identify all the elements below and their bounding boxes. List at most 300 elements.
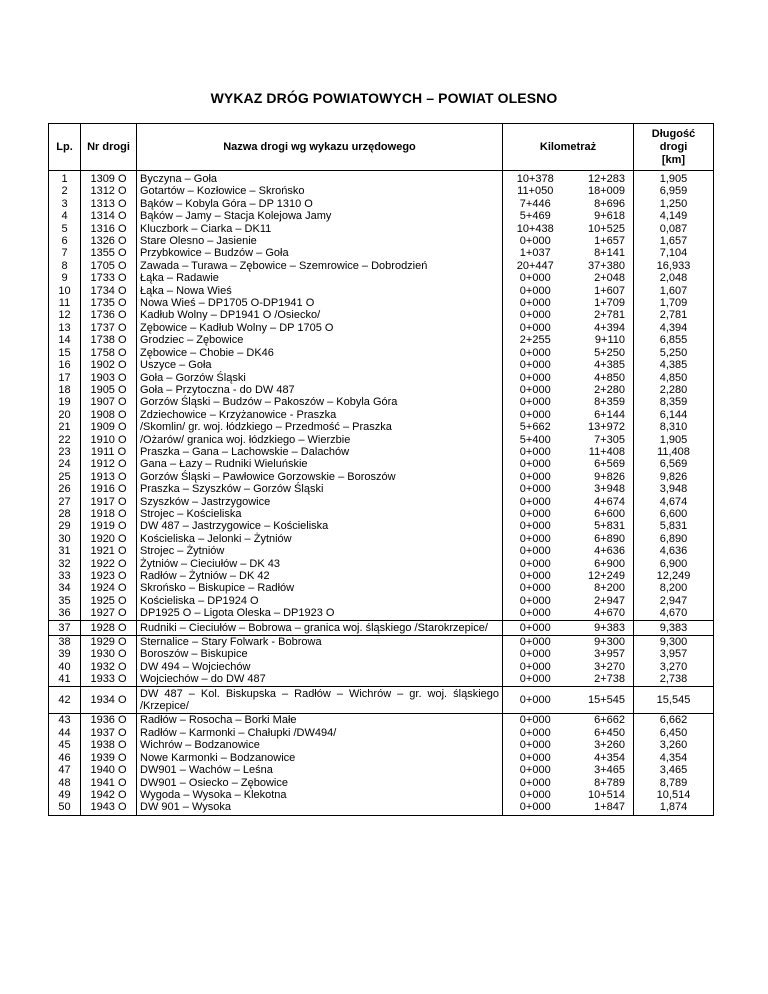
- cell-km-to: 8+789: [568, 777, 634, 789]
- cell-length: 6,900: [634, 558, 714, 570]
- cell-lp: 18: [49, 384, 81, 396]
- table-row: [49, 752, 714, 764]
- cell-road-number: 1705 O: [81, 260, 137, 272]
- cell-lp: 10: [49, 285, 81, 297]
- cell-km-to: 4+670: [568, 607, 634, 620]
- table-row: [49, 520, 714, 532]
- cell-road-name: Nowa Wieś – DP1705 O-DP1941 O: [137, 297, 503, 309]
- cell-km-from: 0+000: [503, 558, 568, 570]
- table-row: [49, 777, 714, 789]
- cell-km-from: 0+000: [503, 322, 568, 334]
- header-lp: Lp.: [49, 124, 81, 171]
- table-row: [49, 434, 714, 446]
- cell-road-name: DW 487 – Jastrzygowice – Kościeliska: [137, 520, 503, 532]
- cell-km-to: 5+831: [568, 520, 634, 532]
- cell-km-to: 8+200: [568, 582, 634, 594]
- cell-lp: 14: [49, 334, 81, 346]
- cell-km-from: 0+000: [503, 582, 568, 594]
- cell-road-name: Gana – Łazy – Rudniki Wieluńskie: [137, 458, 503, 470]
- cell-km-to: 6+600: [568, 508, 634, 520]
- cell-road-name: Uszyce – Goła: [137, 359, 503, 371]
- table-row: [49, 210, 714, 222]
- cell-lp: 21: [49, 421, 81, 433]
- cell-km-to: 6+144: [568, 409, 634, 421]
- cell-km-from: 0+000: [503, 297, 568, 309]
- cell-km-to: 8+141: [568, 247, 634, 259]
- cell-lp: 8: [49, 260, 81, 272]
- table-row: [49, 171, 714, 186]
- cell-length: 9,826: [634, 471, 714, 483]
- table-row: [49, 322, 714, 334]
- cell-length: 4,850: [634, 372, 714, 384]
- cell-road-number: 1912 O: [81, 458, 137, 470]
- cell-km-to: 9+110: [568, 334, 634, 346]
- cell-length: 4,670: [634, 607, 714, 620]
- cell-km-to: 3+260: [568, 739, 634, 751]
- cell-road-name: Goła – Gorzów Śląski: [137, 372, 503, 384]
- table-row: [49, 483, 714, 495]
- cell-road-name: Zawada – Turawa – Zębowice – Szemrowice – Dobrodzień: [137, 260, 503, 272]
- cell-lp: 25: [49, 471, 81, 483]
- cell-km-from: 0+000: [503, 359, 568, 371]
- cell-length: 6,600: [634, 508, 714, 520]
- cell-lp: 15: [49, 347, 81, 359]
- table-body: [49, 171, 714, 816]
- cell-road-number: 1923 O: [81, 570, 137, 582]
- table-row: [49, 558, 714, 570]
- cell-length: 5,250: [634, 347, 714, 359]
- cell-length: 3,260: [634, 739, 714, 751]
- cell-km-to: 6+662: [568, 714, 634, 727]
- cell-km-from: 0+000: [503, 673, 568, 686]
- cell-road-number: 1737 O: [81, 322, 137, 334]
- cell-road-name: Bąków – Kobyla Góra – DP 1310 O: [137, 198, 503, 210]
- cell-road-name: /Ożarów/ granica woj. łódzkiego – Wierzbie: [137, 434, 503, 446]
- cell-road-number: 1313 O: [81, 198, 137, 210]
- cell-km-from: 0+000: [503, 801, 568, 815]
- cell-km-from: 2+255: [503, 334, 568, 346]
- cell-lp: 31: [49, 545, 81, 557]
- cell-km-to: 3+948: [568, 483, 634, 495]
- cell-road-number: 1921 O: [81, 545, 137, 557]
- table-row: [49, 297, 714, 309]
- cell-road-name: /Skomlin/ gr. woj. łódzkiego – Przedmość – Praszka: [137, 421, 503, 433]
- cell-length: 8,310: [634, 421, 714, 433]
- cell-km-from: 0+000: [503, 545, 568, 557]
- cell-km-from: 0+000: [503, 396, 568, 408]
- cell-road-number: 1910 O: [81, 434, 137, 446]
- table-row: [49, 272, 714, 284]
- cell-km-from: 5+469: [503, 210, 568, 222]
- cell-km-to: 2+048: [568, 272, 634, 284]
- cell-km-from: 0+000: [503, 520, 568, 532]
- cell-length: 12,249: [634, 570, 714, 582]
- table-row: [49, 620, 714, 635]
- table-row: [49, 607, 714, 620]
- cell-km-to: 2+781: [568, 309, 634, 321]
- cell-km-to: 4+850: [568, 372, 634, 384]
- cell-km-from: 0+000: [503, 483, 568, 495]
- cell-lp: 2: [49, 185, 81, 197]
- cell-km-from: 0+000: [503, 595, 568, 607]
- table-row: [49, 458, 714, 470]
- cell-length: 0,087: [634, 223, 714, 235]
- cell-lp: 4: [49, 210, 81, 222]
- table-row: [49, 309, 714, 321]
- cell-road-name: Żytniów – Cieciułów – DK 43: [137, 558, 503, 570]
- cell-road-number: 1920 O: [81, 533, 137, 545]
- cell-lp: 43: [49, 714, 81, 727]
- cell-road-number: 1927 O: [81, 607, 137, 620]
- cell-lp: 29: [49, 520, 81, 532]
- cell-road-name: Sternalice – Stary Folwark - Bobrowa: [137, 636, 503, 649]
- cell-road-number: 1733 O: [81, 272, 137, 284]
- cell-km-to: 12+283: [568, 171, 634, 186]
- cell-km-from: 0+000: [503, 372, 568, 384]
- cell-road-name: Grodziec – Zębowice: [137, 334, 503, 346]
- cell-length: 2,738: [634, 673, 714, 686]
- cell-road-name: DW 487 – Kol. Biskupska – Radłów – Wichrów – gr. woj. śląskiego /Krzepice/: [137, 686, 503, 714]
- cell-length: 4,636: [634, 545, 714, 557]
- table-row: [49, 661, 714, 673]
- cell-lp: 3: [49, 198, 81, 210]
- table-row: [49, 223, 714, 235]
- cell-km-to: 1+607: [568, 285, 634, 297]
- cell-road-number: 1939 O: [81, 752, 137, 764]
- cell-lp: 11: [49, 297, 81, 309]
- cell-km-from: 1+037: [503, 247, 568, 259]
- cell-road-name: Radłów – Rosocha – Borki Małe: [137, 714, 503, 727]
- cell-road-name: Wojciechów – do DW 487: [137, 673, 503, 686]
- cell-road-number: 1943 O: [81, 801, 137, 815]
- cell-km-from: 0+000: [503, 764, 568, 776]
- cell-km-from: 0+000: [503, 285, 568, 297]
- cell-road-number: 1929 O: [81, 636, 137, 649]
- cell-lp: 35: [49, 595, 81, 607]
- cell-lp: 20: [49, 409, 81, 421]
- cell-road-number: 1919 O: [81, 520, 137, 532]
- table-row: [49, 409, 714, 421]
- cell-km-to: 6+900: [568, 558, 634, 570]
- cell-road-number: 1355 O: [81, 247, 137, 259]
- table-row: [49, 247, 714, 259]
- cell-km-to: 12+249: [568, 570, 634, 582]
- cell-lp: 33: [49, 570, 81, 582]
- cell-lp: 6: [49, 235, 81, 247]
- cell-km-from: 0+000: [503, 446, 568, 458]
- cell-km-to: 37+380: [568, 260, 634, 272]
- cell-km-from: 0+000: [503, 686, 568, 714]
- header-name: Nazwa drogi wg wykazu urzędowego: [137, 124, 503, 171]
- cell-km-from: 0+000: [503, 347, 568, 359]
- table-row: [49, 582, 714, 594]
- cell-road-name: Wygoda – Wysoka – Klekotna: [137, 789, 503, 801]
- cell-road-name: Radłów – Żytniów – DK 42: [137, 570, 503, 582]
- cell-km-to: 2+947: [568, 595, 634, 607]
- cell-road-number: 1903 O: [81, 372, 137, 384]
- cell-length: 2,048: [634, 272, 714, 284]
- cell-km-to: 9+826: [568, 471, 634, 483]
- table-row: [49, 334, 714, 346]
- cell-road-name: Praszka – Szyszków – Gorzów Śląski: [137, 483, 503, 495]
- cell-length: 3,948: [634, 483, 714, 495]
- cell-lp: 13: [49, 322, 81, 334]
- cell-road-number: 1937 O: [81, 727, 137, 739]
- cell-lp: 45: [49, 739, 81, 751]
- cell-road-number: 1309 O: [81, 171, 137, 186]
- cell-road-name: Gotartów – Kozłowice – Skrońsko: [137, 185, 503, 197]
- cell-km-from: 0+000: [503, 727, 568, 739]
- cell-road-name: DW901 – Osiecko – Zębowice: [137, 777, 503, 789]
- cell-lp: 30: [49, 533, 81, 545]
- cell-road-name: Kościeliska – DP1924 O: [137, 595, 503, 607]
- cell-road-number: 1736 O: [81, 309, 137, 321]
- cell-km-from: 0+000: [503, 636, 568, 649]
- cell-road-name: Zębowice – Kadłub Wolny – DP 1705 O: [137, 322, 503, 334]
- cell-km-to: 6+890: [568, 533, 634, 545]
- cell-lp: 1: [49, 171, 81, 186]
- cell-road-name: Strojec – Kościeliska: [137, 508, 503, 520]
- cell-km-to: 6+569: [568, 458, 634, 470]
- cell-km-to: 5+250: [568, 347, 634, 359]
- header-length: [634, 124, 714, 171]
- cell-km-from: 0+000: [503, 272, 568, 284]
- cell-road-number: 1908 O: [81, 409, 137, 421]
- table-row: [49, 570, 714, 582]
- cell-km-to: 9+618: [568, 210, 634, 222]
- cell-length: 3,270: [634, 661, 714, 673]
- cell-km-from: 0+000: [503, 409, 568, 421]
- cell-km-from: 0+000: [503, 235, 568, 247]
- cell-km-to: 4+385: [568, 359, 634, 371]
- header-length-line3: [km]: [661, 153, 686, 166]
- cell-lp: 34: [49, 582, 81, 594]
- cell-length: 6,959: [634, 185, 714, 197]
- cell-km-to: 18+009: [568, 185, 634, 197]
- table-row: [49, 198, 714, 210]
- table-row: [49, 789, 714, 801]
- table-row: [49, 714, 714, 727]
- cell-road-number: 1909 O: [81, 421, 137, 433]
- cell-length: 1,709: [634, 297, 714, 309]
- cell-road-number: 1911 O: [81, 446, 137, 458]
- table-row: [49, 235, 714, 247]
- cell-km-from: 0+000: [503, 570, 568, 582]
- cell-road-name: Wichrów – Bodzanowice: [137, 739, 503, 751]
- cell-length: 16,933: [634, 260, 714, 272]
- cell-km-to: 3+465: [568, 764, 634, 776]
- table-row: [49, 508, 714, 520]
- cell-lp: 22: [49, 434, 81, 446]
- table-row: [49, 595, 714, 607]
- table-row: [49, 185, 714, 197]
- cell-road-number: 1738 O: [81, 334, 137, 346]
- table-header-row: [49, 124, 714, 171]
- table-row: [49, 545, 714, 557]
- cell-km-from: 0+000: [503, 661, 568, 673]
- cell-road-name: Gorzów Śląski – Budzów – Pakoszów – Kobyla Góra: [137, 396, 503, 408]
- cell-km-to: 3+270: [568, 661, 634, 673]
- cell-km-to: 8+359: [568, 396, 634, 408]
- table-row: [49, 727, 714, 739]
- table-row: [49, 496, 714, 508]
- cell-km-from: 0+000: [503, 309, 568, 321]
- cell-km-to: 4+354: [568, 752, 634, 764]
- cell-length: 4,674: [634, 496, 714, 508]
- cell-road-number: 1936 O: [81, 714, 137, 727]
- cell-lp: 12: [49, 309, 81, 321]
- cell-km-from: 7+446: [503, 198, 568, 210]
- cell-road-number: 1735 O: [81, 297, 137, 309]
- cell-road-number: 1312 O: [81, 185, 137, 197]
- cell-km-to: 10+525: [568, 223, 634, 235]
- table-row: [49, 764, 714, 776]
- cell-km-to: 8+696: [568, 198, 634, 210]
- cell-length: 1,905: [634, 171, 714, 186]
- cell-road-name: Gorzów Śląski – Pawłowice Gorzowskie – Boroszów: [137, 471, 503, 483]
- cell-km-from: 5+662: [503, 421, 568, 433]
- cell-road-number: 1942 O: [81, 789, 137, 801]
- cell-road-name: Rudniki – Cieciułów – Bobrowa – granica woj. śląskiego /Starokrzepice/: [137, 620, 503, 635]
- cell-length: 15,545: [634, 686, 714, 714]
- cell-km-from: 0+000: [503, 752, 568, 764]
- table-row: [49, 648, 714, 660]
- cell-lp: 44: [49, 727, 81, 739]
- cell-km-from: 0+000: [503, 471, 568, 483]
- cell-length: 6,144: [634, 409, 714, 421]
- cell-road-name: Łąka – Nowa Wieś: [137, 285, 503, 297]
- cell-road-number: 1758 O: [81, 347, 137, 359]
- cell-lp: 23: [49, 446, 81, 458]
- cell-lp: 7: [49, 247, 81, 259]
- cell-road-name: Nowe Karmonki – Bodzanowice: [137, 752, 503, 764]
- cell-length: 9,383: [634, 620, 714, 635]
- cell-length: 1,607: [634, 285, 714, 297]
- header-length-line2: drogi: [659, 140, 688, 153]
- cell-road-number: 1941 O: [81, 777, 137, 789]
- cell-road-number: 1905 O: [81, 384, 137, 396]
- cell-lp: 5: [49, 223, 81, 235]
- cell-length: 3,957: [634, 648, 714, 660]
- cell-km-from: 20+447: [503, 260, 568, 272]
- cell-km-to: 4+636: [568, 545, 634, 557]
- cell-km-to: 1+847: [568, 801, 634, 815]
- cell-km-to: 1+657: [568, 235, 634, 247]
- cell-length: 2,280: [634, 384, 714, 396]
- cell-length: 4,394: [634, 322, 714, 334]
- header-length-line1: Długość: [651, 127, 696, 140]
- cell-road-number: 1932 O: [81, 661, 137, 673]
- cell-length: 11,408: [634, 446, 714, 458]
- cell-length: 8,789: [634, 777, 714, 789]
- cell-km-from: 0+000: [503, 620, 568, 635]
- cell-length: 6,855: [634, 334, 714, 346]
- cell-lp: 37: [49, 620, 81, 635]
- cell-road-name: Skrońsko – Biskupice – Radłów: [137, 582, 503, 594]
- cell-road-name: Zdziechowice – Krzyżanowice - Praszka: [137, 409, 503, 421]
- cell-road-number: 1913 O: [81, 471, 137, 483]
- cell-lp: 16: [49, 359, 81, 371]
- cell-road-number: 1940 O: [81, 764, 137, 776]
- cell-road-name: Zębowice – Chobie – DK46: [137, 347, 503, 359]
- cell-road-name: Byczyna – Goła: [137, 171, 503, 186]
- cell-lp: 41: [49, 673, 81, 686]
- cell-road-number: 1925 O: [81, 595, 137, 607]
- cell-km-from: 5+400: [503, 434, 568, 446]
- table-row: [49, 285, 714, 297]
- cell-length: 8,359: [634, 396, 714, 408]
- cell-length: 7,104: [634, 247, 714, 259]
- cell-road-name: DW 494 – Wojciechów: [137, 661, 503, 673]
- table-row: [49, 739, 714, 751]
- table-row: [49, 533, 714, 545]
- table-row: [49, 636, 714, 649]
- cell-lp: 32: [49, 558, 81, 570]
- cell-road-number: 1938 O: [81, 739, 137, 751]
- cell-km-to: 4+394: [568, 322, 634, 334]
- table-row: [49, 801, 714, 815]
- table-row: [49, 396, 714, 408]
- cell-km-to: 7+305: [568, 434, 634, 446]
- cell-length: 2,947: [634, 595, 714, 607]
- cell-km-to: 1+709: [568, 297, 634, 309]
- cell-length: 6,450: [634, 727, 714, 739]
- cell-lp: 24: [49, 458, 81, 470]
- table-row: [49, 372, 714, 384]
- cell-road-name: Strojec – Żytniów: [137, 545, 503, 557]
- cell-length: 10,514: [634, 789, 714, 801]
- cell-length: 6,890: [634, 533, 714, 545]
- cell-km-to: 13+972: [568, 421, 634, 433]
- cell-km-to: 4+674: [568, 496, 634, 508]
- cell-km-from: 0+000: [503, 607, 568, 620]
- cell-km-from: 0+000: [503, 789, 568, 801]
- cell-lp: 17: [49, 372, 81, 384]
- cell-road-name: Radłów – Karmonki – Chałupki /DW494/: [137, 727, 503, 739]
- cell-km-from: 0+000: [503, 714, 568, 727]
- cell-road-number: 1933 O: [81, 673, 137, 686]
- table-row: [49, 446, 714, 458]
- cell-length: 3,465: [634, 764, 714, 776]
- cell-lp: 49: [49, 789, 81, 801]
- cell-lp: 26: [49, 483, 81, 495]
- cell-length: 1,657: [634, 235, 714, 247]
- cell-lp: 39: [49, 648, 81, 660]
- table-row: [49, 673, 714, 686]
- cell-road-number: 1930 O: [81, 648, 137, 660]
- cell-road-name: Praszka – Gana – Lachowskie – Dalachów: [137, 446, 503, 458]
- cell-lp: 27: [49, 496, 81, 508]
- cell-km-from: 0+000: [503, 533, 568, 545]
- cell-road-name: Łąka – Radawie: [137, 272, 503, 284]
- cell-km-to: 6+450: [568, 727, 634, 739]
- cell-length: 5,831: [634, 520, 714, 532]
- cell-road-number: 1917 O: [81, 496, 137, 508]
- page-title: WYKAZ DRÓG POWIATOWYCH – POWIAT OLESNO: [210, 90, 558, 106]
- table-row: [49, 384, 714, 396]
- cell-road-number: 1734 O: [81, 285, 137, 297]
- cell-km-to: 2+280: [568, 384, 634, 396]
- cell-km-from: 11+050: [503, 185, 568, 197]
- cell-lp: 38: [49, 636, 81, 649]
- cell-lp: 9: [49, 272, 81, 284]
- cell-length: 4,385: [634, 359, 714, 371]
- cell-km-to: 2+738: [568, 673, 634, 686]
- roads-table: [48, 123, 714, 816]
- cell-length: 8,200: [634, 582, 714, 594]
- cell-road-number: 1902 O: [81, 359, 137, 371]
- table-row: [49, 686, 714, 714]
